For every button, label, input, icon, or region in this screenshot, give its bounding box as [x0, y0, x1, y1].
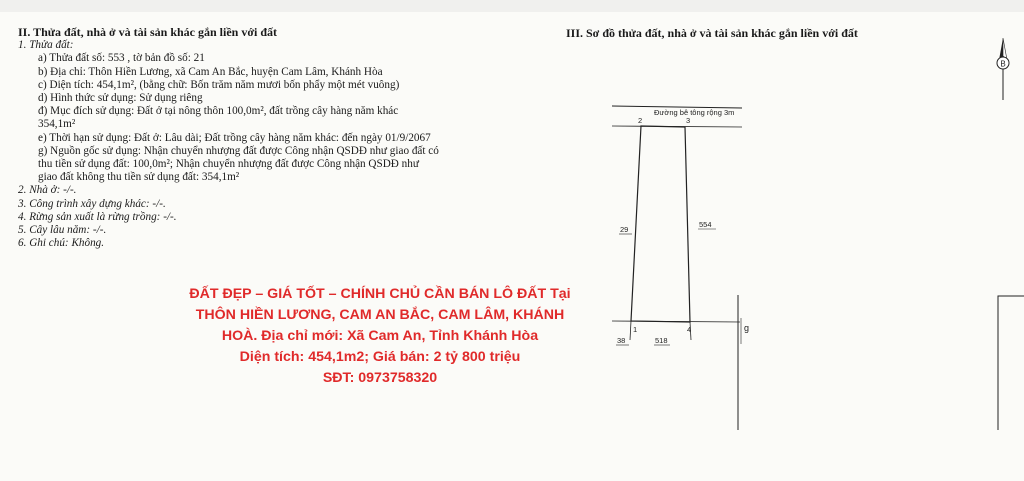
- forest-item: 4. Rừng sản xuất là rừng trồng: -/-.: [18, 210, 177, 223]
- parcel-tick-left: [630, 321, 631, 340]
- perennial-item: 5. Cây lâu năm: -/-.: [18, 224, 107, 237]
- sale-advertisement: [160, 284, 600, 389]
- neighbor-right-edge: [998, 296, 1024, 430]
- ad-line-3: HOÀ. Địa chỉ mới: Xã Cam An, Tỉnh Khánh Hòa: [221, 328, 539, 344]
- ad-line-4: Diện tích: 454,1m2; Giá bán: 2 tỷ 800 triệu: [239, 349, 521, 365]
- point-1: 1: [633, 325, 638, 334]
- point-2: 2: [638, 116, 643, 125]
- address: b) Địa chỉ: Thôn Hiền Lương, xã Cam An Bắc, huyện Cam Lâm, Khánh Hòa: [38, 65, 383, 78]
- north-label: B: [1000, 59, 1006, 69]
- land-heading: 1. Thửa đất:: [18, 39, 74, 52]
- other-construction-item: 3. Công trình xây dựng khác: -/-.: [18, 197, 166, 210]
- neighbor-parcel-bottom-left: 38: [617, 336, 626, 345]
- neighbor-parcel-right: 554: [699, 220, 712, 229]
- usage-purpose-cont: 354,1m²: [38, 118, 76, 131]
- usage-purpose: đ) Mục đích sử dụng: Đất ở tại nông thôn 100,0m², đất trồng cây hàng năm khác: [38, 105, 399, 118]
- road-label: Đường bê tông rộng 3m: [654, 108, 735, 117]
- parcel-outline: [631, 126, 690, 322]
- neighbor-parcel-bottom-mid: 518: [655, 336, 668, 345]
- usage-origin-3: giao đất không thu tiền sử dụng đất: 354,1m²: [38, 171, 240, 184]
- neighbor-parcel-left: 29: [620, 225, 629, 234]
- point-3: 3: [686, 116, 691, 125]
- neighbor-edge-letter: g: [744, 323, 750, 333]
- note-item: 6. Ghi chú: Không.: [18, 237, 105, 250]
- usage-form: d) Hình thức sử dụng: Sử dụng riêng: [38, 92, 203, 105]
- ad-phone: SĐT: 0973758320: [322, 370, 438, 386]
- usage-term: e) Thời hạn sử dụng: Đất ở: Lâu dài; Đất trồng cây hàng năm khác: đến ngày 01/9/2067: [38, 131, 431, 144]
- north-arrow-icon: [997, 38, 1009, 100]
- parcel-number: a) Thửa đất số: 553 , tờ bản đồ số: 21: [38, 52, 205, 65]
- section-2-title: II. Thửa đất, nhà ở và tài sản khác gắn liền với đất: [18, 25, 278, 39]
- point-4: 4: [687, 325, 692, 334]
- section-3-title: III. Sơ đồ thửa đất, nhà ở và tài sản khác gắn liền với đất: [566, 26, 858, 40]
- usage-origin-1: g) Nguồn gốc sử dụng: Nhận chuyển nhượng đất được Công nhận QSDĐ như giao đất có: [38, 144, 439, 157]
- house-item: 2. Nhà ở: -/-.: [18, 184, 77, 197]
- ad-line-1: ĐẤT ĐẸP – GIÁ TỐT – CHÍNH CHỦ CẦN BÁN LÔ ĐẤT Tại: [189, 286, 571, 302]
- usage-origin-2: thu tiền sử dụng đất: 100,0m²; Nhận chuyển nhượng đất được Công nhận QSDĐ như: [38, 158, 419, 171]
- ad-line-2: THÔN HIỀN LƯƠNG, CAM AN BẮC, CAM LÂM, KHÁNH: [195, 307, 565, 323]
- area: c) Diện tích: 454,1m², (bằng chữ: Bốn trăm năm mươi bốn phẩy một mét vuông): [38, 78, 400, 91]
